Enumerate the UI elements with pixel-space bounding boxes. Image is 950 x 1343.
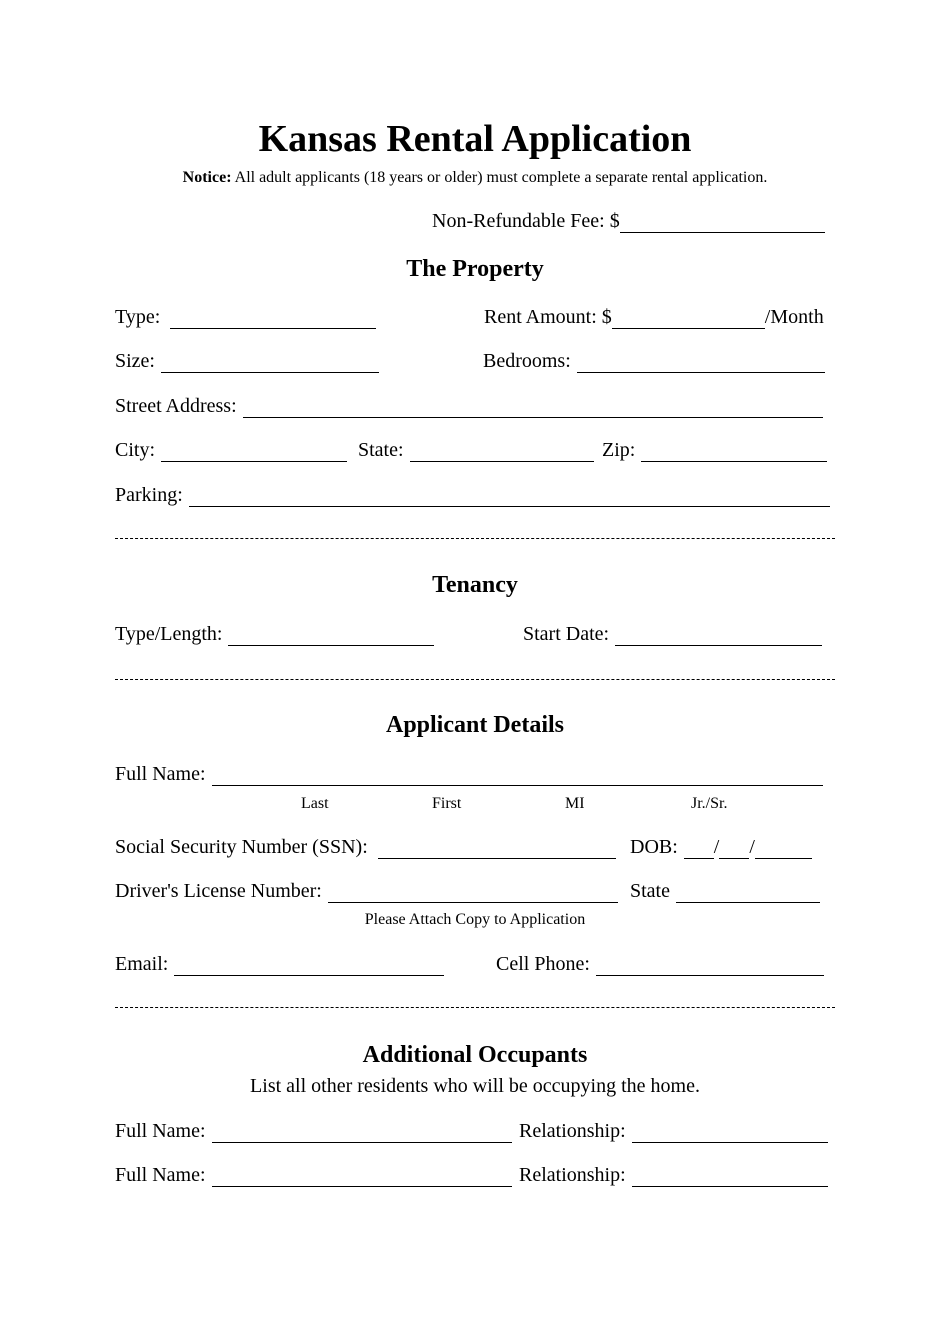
occupant-name-input[interactable] xyxy=(212,1168,512,1187)
occupant-name-label: Full Name: xyxy=(115,1164,206,1186)
notice xyxy=(0,168,950,188)
zip-label: Zip: xyxy=(602,439,636,461)
section-divider xyxy=(115,1007,835,1008)
dob-separator: / xyxy=(749,836,755,858)
dob-year-input[interactable] xyxy=(755,840,812,859)
zip-input[interactable] xyxy=(641,443,827,462)
dob-label: DOB: xyxy=(630,836,678,858)
ssn-label: Social Security Number (SSN): xyxy=(115,836,368,858)
property-type-label: Type: xyxy=(115,306,161,328)
zip-field xyxy=(602,438,827,462)
bedrooms-input[interactable] xyxy=(577,354,825,373)
start-date-input[interactable] xyxy=(615,627,822,646)
name-part-mi: MI xyxy=(565,795,585,812)
applicant-full-name-input[interactable] xyxy=(212,767,823,786)
street-address-input[interactable] xyxy=(243,399,823,418)
dob-separator: / xyxy=(713,836,720,858)
email-input[interactable] xyxy=(174,957,444,976)
city-input[interactable] xyxy=(161,443,347,462)
license-input[interactable] xyxy=(328,884,618,903)
type-length-input[interactable] xyxy=(228,627,434,646)
rent-amount-field xyxy=(484,305,824,329)
fee-label: Non-Refundable Fee: $ xyxy=(432,210,620,232)
applicant-full-name-field xyxy=(115,762,823,786)
start-date-label: Start Date: xyxy=(523,623,610,645)
occupant-relationship-input[interactable] xyxy=(632,1124,828,1143)
type-length-field xyxy=(115,622,434,646)
bedrooms-label: Bedrooms: xyxy=(483,350,571,372)
property-type-input[interactable] xyxy=(170,310,376,329)
license-state-field xyxy=(630,879,820,903)
fee-field xyxy=(432,209,825,233)
rent-amount-input[interactable] xyxy=(612,310,765,329)
type-length-label: Type/Length: xyxy=(115,623,223,645)
license-state-label: State xyxy=(630,880,670,902)
license-state-input[interactable] xyxy=(676,884,820,903)
cell-phone-input[interactable] xyxy=(596,957,824,976)
occupant-relationship-input[interactable] xyxy=(632,1168,828,1187)
email-field xyxy=(115,952,444,976)
ssn-input[interactable] xyxy=(378,840,616,859)
occupants-instructions: List all other residents who will be occupying the home. xyxy=(250,1075,700,1097)
property-size-input[interactable] xyxy=(161,354,379,373)
dob-field xyxy=(630,835,812,859)
start-date-field xyxy=(523,622,822,646)
parking-label: Parking: xyxy=(115,484,183,506)
occupants-heading: Additional Occupants xyxy=(362,1042,588,1068)
parking-input[interactable] xyxy=(189,488,830,507)
state-input[interactable] xyxy=(410,443,594,462)
occupant-name-input[interactable] xyxy=(212,1124,512,1143)
dob-day-input[interactable] xyxy=(719,840,749,859)
name-part-suffix: Jr./Sr. xyxy=(691,795,728,812)
occupant-name-field xyxy=(115,1163,512,1187)
cell-phone-field xyxy=(496,952,824,976)
state-field xyxy=(358,438,594,462)
street-address-label: Street Address: xyxy=(115,395,237,417)
cell-phone-label: Cell Phone: xyxy=(496,953,590,975)
occupant-relationship-label: Relationship: xyxy=(519,1164,626,1186)
applicant-full-name-label: Full Name: xyxy=(115,763,206,785)
license-label: Driver's License Number: xyxy=(115,880,322,902)
notice-label: Notice: xyxy=(182,169,232,186)
page-title: Kansas Rental Application xyxy=(258,118,692,160)
property-size-field xyxy=(115,349,379,373)
occupant-name-label: Full Name: xyxy=(115,1120,206,1142)
property-type-field xyxy=(115,305,376,329)
fee-input[interactable] xyxy=(620,214,825,233)
property-size-label: Size: xyxy=(115,350,155,372)
property-heading: The Property xyxy=(406,256,544,282)
tenancy-heading: Tenancy xyxy=(432,572,518,598)
occupant-relationship-field xyxy=(519,1163,828,1187)
license-field xyxy=(115,879,618,903)
bedrooms-field xyxy=(483,349,825,373)
occupant-relationship-label: Relationship: xyxy=(519,1120,626,1142)
name-part-first: First xyxy=(432,795,462,812)
applicant-heading: Applicant Details xyxy=(385,712,564,738)
ssn-field xyxy=(115,835,616,859)
city-field xyxy=(115,438,347,462)
license-note: Please Attach Copy to Application xyxy=(364,911,586,928)
occupant-relationship-field xyxy=(519,1119,828,1143)
dob-month-input[interactable] xyxy=(684,840,714,859)
notice-text: All adult applicants (18 years or older) must complete a separate rental application. xyxy=(231,169,768,186)
rent-amount-suffix: /Month xyxy=(764,306,824,328)
rent-amount-label: Rent Amount: $ xyxy=(484,306,612,328)
section-divider xyxy=(115,538,835,539)
parking-field xyxy=(115,483,830,507)
section-divider xyxy=(115,679,835,680)
name-part-last: Last xyxy=(301,795,329,812)
email-label: Email: xyxy=(115,953,169,975)
city-label: City: xyxy=(115,439,156,461)
state-label: State: xyxy=(358,439,404,461)
street-address-field xyxy=(115,394,823,418)
occupant-name-field xyxy=(115,1119,512,1143)
